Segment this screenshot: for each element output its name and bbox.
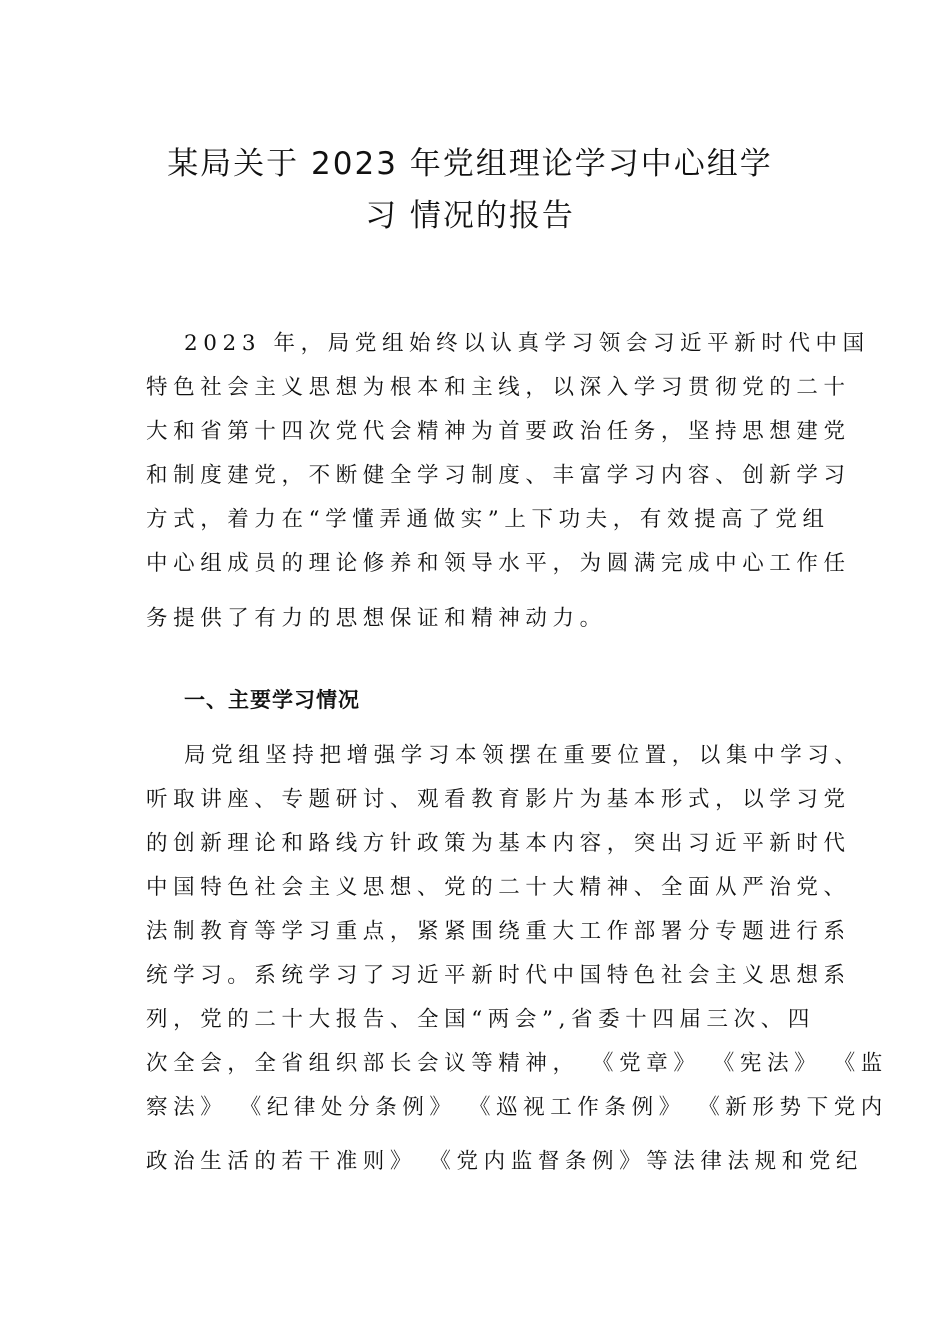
section-paragraph-line: 中国特色社会主义思想、党的二十大精神、全面从严治党、: [146, 875, 851, 900]
section-paragraph-line: 列，党的二十大报告、全国“两会”,省委十四届三次、四: [146, 1007, 815, 1032]
intro-paragraph-line: 2023 年，局党组始终以认真学习领会习近平新时代中国: [184, 331, 870, 356]
intro-paragraph-line: 和制度建党，不断健全学习制度、丰富学习内容、创新学习: [146, 463, 851, 488]
intro-paragraph-line: 特色社会主义思想为根本和主线，以深入学习贯彻党的二十: [146, 375, 851, 400]
intro-paragraph-line: 方式，着力在“学懂弄通做实”上下功夫，有效提高了党组: [146, 507, 830, 532]
section-paragraph-line: 察法》 《纪律处分条例》 《巡视工作条例》 《新形势下党内: [146, 1095, 888, 1120]
section-paragraph-line: 统学习。系统学习了习近平新时代中国特色社会主义思想系: [146, 963, 851, 988]
intro-paragraph-line: 大和省第十四次党代会精神为首要政治任务，坚持思想建党: [146, 419, 851, 444]
intro-paragraph-line: 中心组成员的理论修养和领导水平，为圆满完成中心工作任: [146, 551, 851, 576]
intro-paragraph-line: 务提供了有力的思想保证和精神动力。: [146, 606, 607, 631]
section-paragraph-line: 局党组坚持把增强学习本领摆在重要位置，以集中学习、: [184, 743, 862, 768]
section-heading: 一、主要学习情况: [184, 688, 360, 712]
section-paragraph-line: 听取讲座、专题研讨、观看教育影片为基本形式，以学习党: [146, 787, 851, 812]
document-title-line-2: 习 情况的报告: [365, 198, 575, 234]
document-title-line-1: 某局关于 2023 年党组理论学习中心组学: [167, 146, 773, 182]
section-paragraph-line: 的创新理论和路线方针政策为基本内容，突出习近平新时代: [146, 831, 851, 856]
section-paragraph-line: 法制教育等学习重点，紧紧围绕重大工作部署分专题进行系: [146, 919, 851, 944]
section-paragraph-line: 次全会，全省组织部长会议等精神， 《党章》 《宪法》 《监: [146, 1051, 888, 1076]
section-paragraph-line: 政治生活的若干准则》 《党内监督条例》等法律法规和党纪: [146, 1149, 864, 1174]
